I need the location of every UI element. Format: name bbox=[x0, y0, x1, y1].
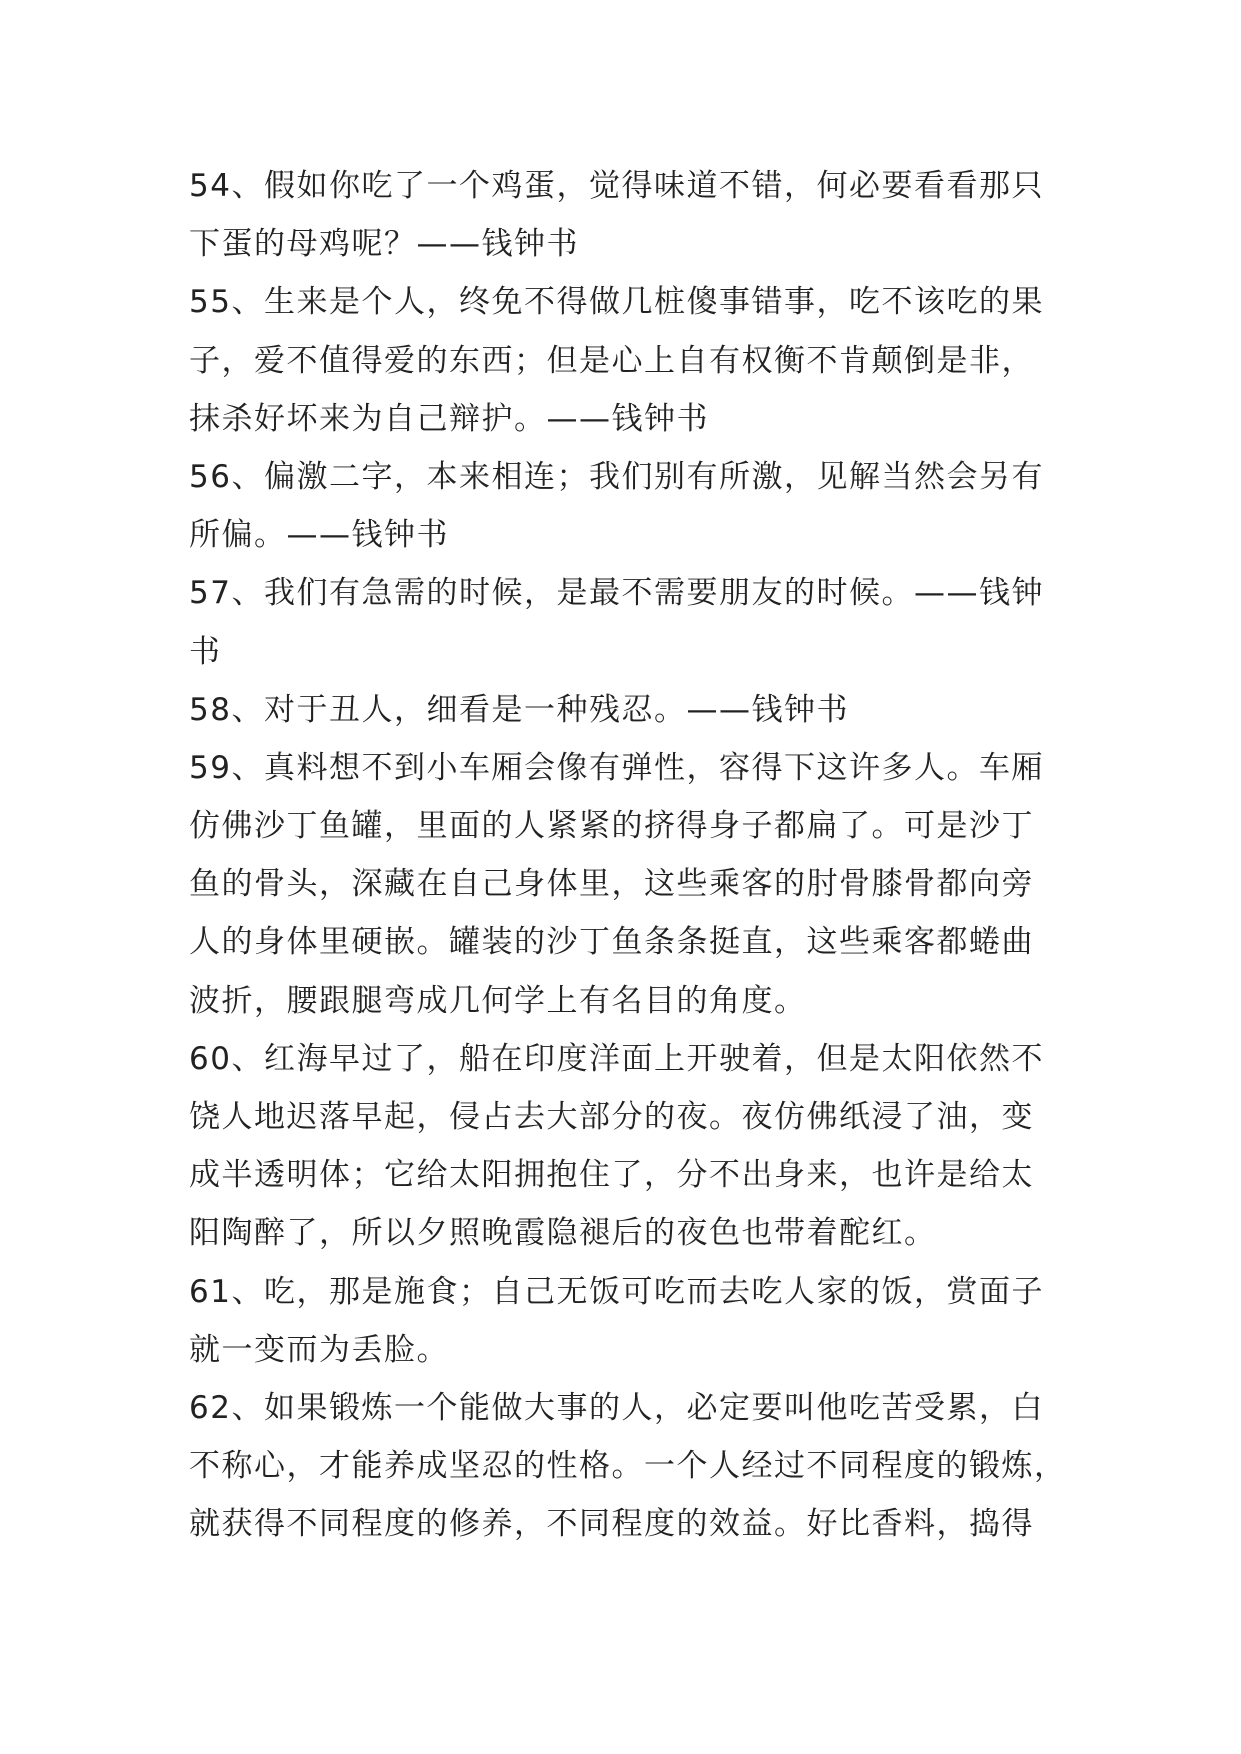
quote-text-block bbox=[189, 157, 1069, 1554]
text-line: 62、如果锻炼一个能做大事的人，必定要叫他吃苦受累，白 bbox=[189, 1389, 1044, 1426]
text-line: 58、对于丑人，细看是一种残忍。——钱钟书 bbox=[189, 691, 849, 728]
text-line: 鱼的骨头，深藏在自己身体里，这些乘客的肘骨膝骨都向旁 bbox=[189, 866, 1034, 903]
text-line: 57、我们有急需的时候，是最不需要朋友的时候。——钱钟 bbox=[189, 575, 1044, 612]
text-line: 55、生来是个人，终免不得做几桩傻事错事，吃不该吃的果 bbox=[189, 284, 1044, 321]
text-line: 54、假如你吃了一个鸡蛋，觉得味道不错，何必要看看那只 bbox=[189, 168, 1044, 204]
text-line: 不称心，才能养成坚忍的性格。一个人经过不同程度的锻炼， bbox=[189, 1448, 1067, 1485]
text-line: 书 bbox=[189, 633, 222, 670]
text-line: 抹杀好坏来为自己辩护。——钱钟书 bbox=[189, 400, 709, 437]
text-line: 子，爱不值得爱的东西；但是心上自有权衡不肯颠倒是非， bbox=[189, 342, 1034, 379]
text-line: 59、真料想不到小车厢会像有弹性，容得下这许多人。车厢 bbox=[189, 749, 1044, 786]
text-line: 波折，腰跟腿弯成几何学上有名目的角度。 bbox=[189, 982, 807, 1019]
text-line: 阳陶醉了，所以夕照晚霞隐褪后的夜色也带着酡红。 bbox=[189, 1215, 937, 1252]
text-line: 就一变而为丢脸。 bbox=[189, 1331, 449, 1368]
text-line: 下蛋的母鸡呢？——钱钟书 bbox=[189, 226, 579, 263]
text-line: 56、偏激二字，本来相连；我们别有所激，见解当然会另有 bbox=[189, 458, 1044, 495]
text-line: 60、红海早过了，船在印度洋面上开驶着，但是太阳依然不 bbox=[189, 1040, 1044, 1077]
text-line: 所偏。——钱钟书 bbox=[189, 517, 449, 554]
text-line: 饶人地迟落早起，侵占去大部分的夜。夜仿佛纸浸了油，变 bbox=[189, 1099, 1034, 1135]
text-line: 仿佛沙丁鱼罐，里面的人紧紧的挤得身子都扁了。可是沙丁 bbox=[189, 808, 1034, 845]
text-line: 61、吃，那是施食；自己无饭可吃而去吃人家的饭，赏面子 bbox=[189, 1273, 1044, 1310]
text-line: 成半透明体；它给太阳拥抱住了，分不出身来，也许是给太 bbox=[189, 1157, 1034, 1194]
text-line: 就获得不同程度的修养，不同程度的效益。好比香料，捣得 bbox=[189, 1506, 1034, 1543]
text-line: 人的身体里硬嵌。罐装的沙丁鱼条条挺直，这些乘客都蜷曲 bbox=[189, 924, 1034, 961]
